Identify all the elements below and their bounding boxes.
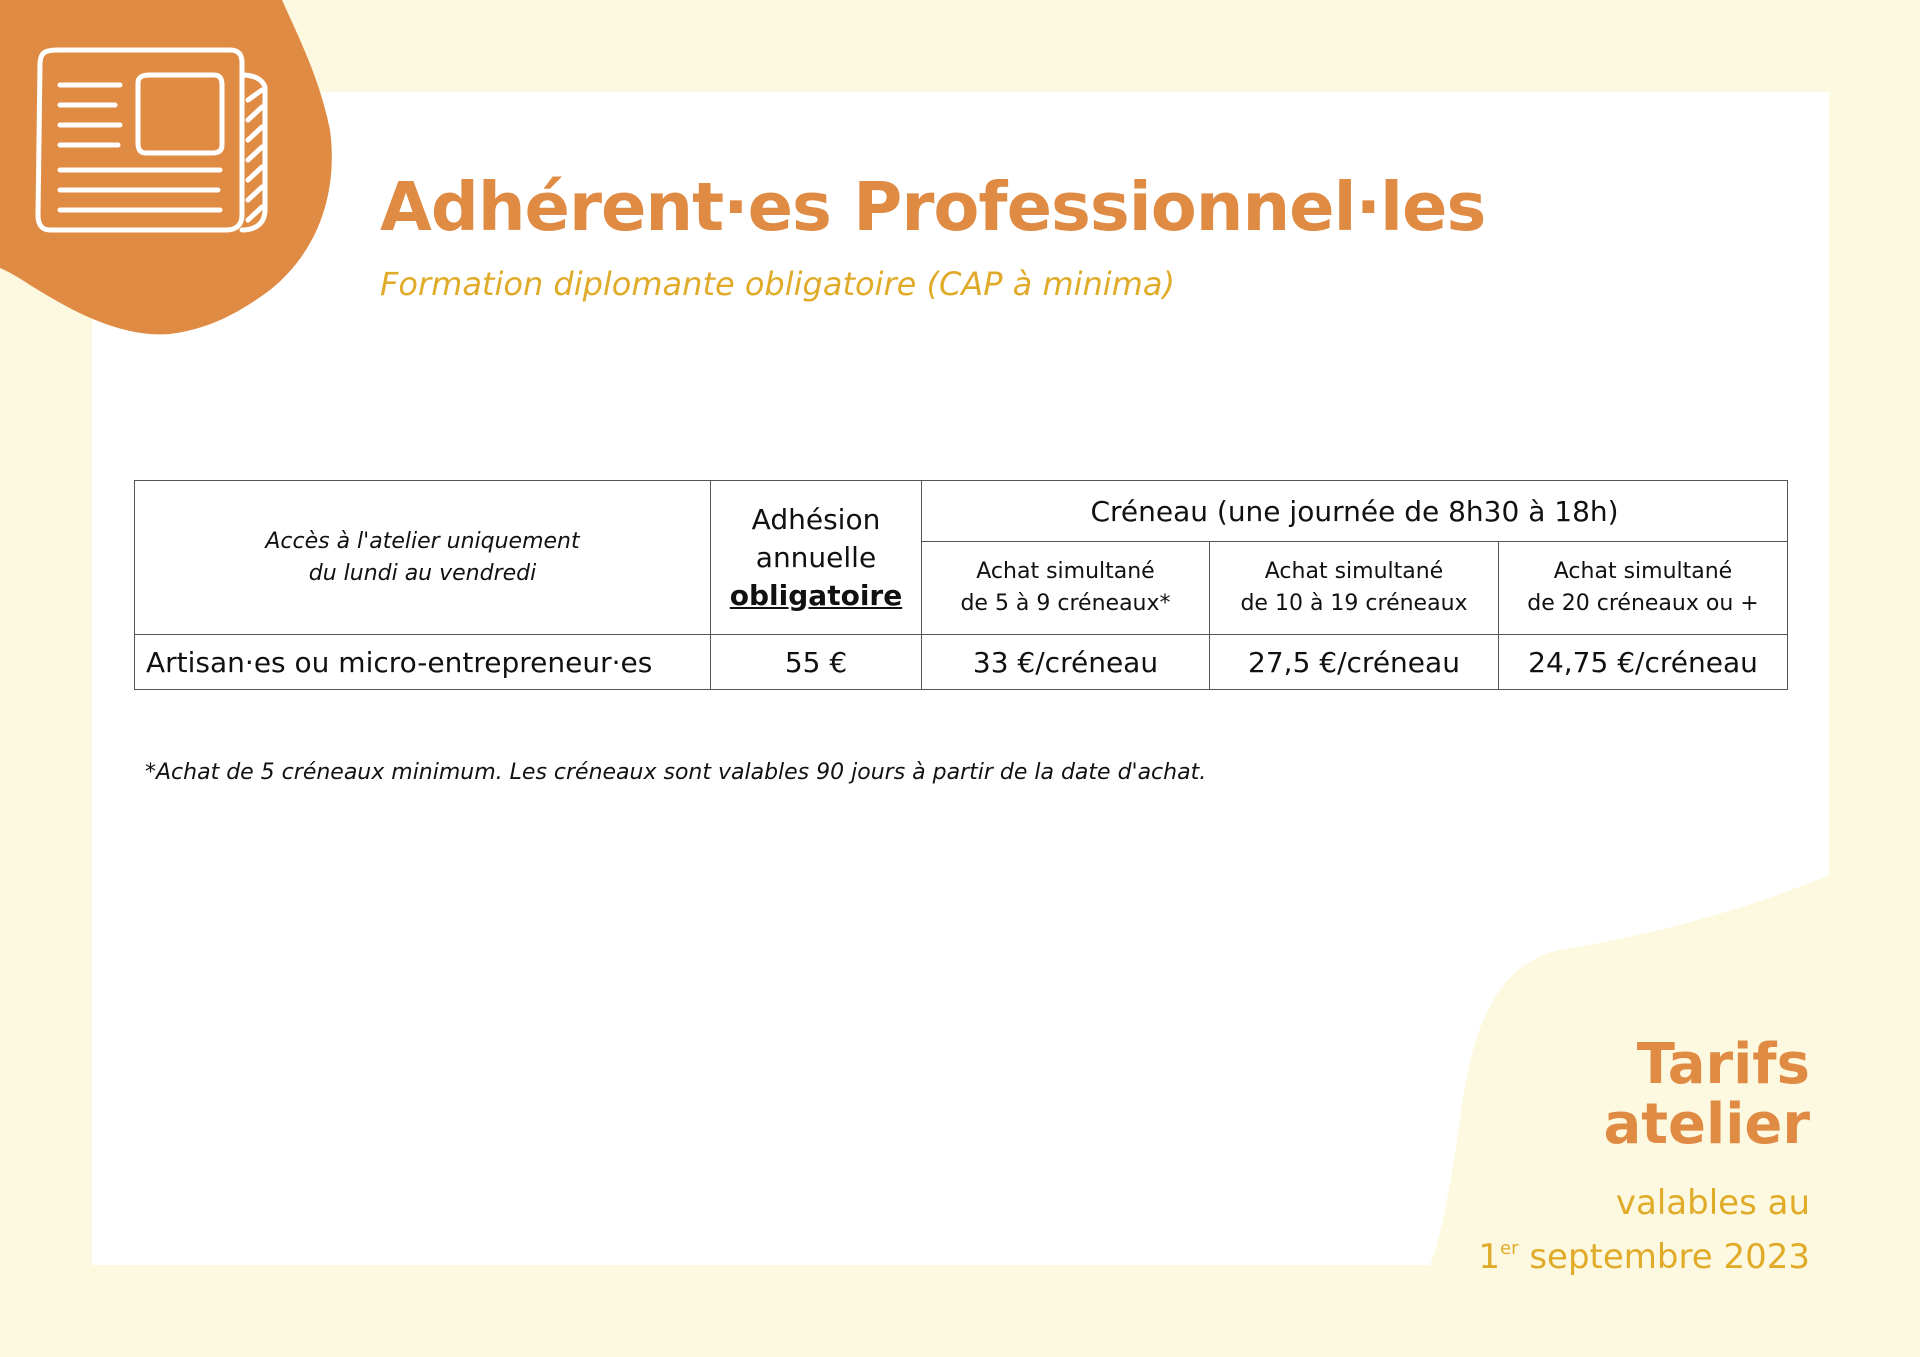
subheader-20-plus (1499, 542, 1788, 635)
validity-date: septembre 2023 (1518, 1237, 1810, 1277)
brand-line2: atelier (1603, 1092, 1810, 1157)
subheader-line2: de 10 à 19 créneaux (1240, 591, 1468, 616)
table-header-row (135, 481, 1788, 542)
access-header-line1: Accès à l'atelier uniquement (265, 528, 580, 554)
newspaper-icon (30, 45, 275, 240)
adhesion-header-line3: obligatoire (729, 578, 903, 612)
subheader-line1: Achat simultané (1264, 559, 1444, 584)
validity-day: 1 (1478, 1237, 1501, 1277)
table-row (135, 635, 1788, 690)
validity-block (1478, 1180, 1810, 1280)
brand-line1: Tarifs (1636, 1032, 1810, 1097)
adhesion-header-line2: annuelle (755, 540, 877, 574)
validity-line2 (1478, 1226, 1810, 1280)
creneau-header-cell: Créneau (une journée de 8h30 à 18h) (922, 481, 1788, 542)
subheader-line2: de 20 créneaux ou + (1527, 591, 1759, 616)
page-title: Adhérent·es Professionnel·les (380, 168, 1486, 246)
subheader-5-9 (922, 542, 1210, 635)
adhesion-header-cell (711, 481, 922, 635)
validity-line1: valables au (1615, 1183, 1810, 1223)
adhesion-header-line1: Adhésion (751, 502, 881, 536)
category-cell: Artisan·es ou micro-entrepreneur·es (135, 635, 711, 690)
page-subtitle: Formation diplomante obligatoire (CAP à minima) (380, 265, 1175, 303)
validity-sup: er (1500, 1238, 1519, 1259)
price-20-plus-cell: 24,75 €/créneau (1499, 635, 1788, 690)
pricing-table (134, 480, 1788, 690)
access-header-line2: du lundi au vendredi (308, 560, 537, 586)
price-10-19-cell: 27,5 €/créneau (1210, 635, 1499, 690)
price-5-9-cell: 33 €/créneau (922, 635, 1210, 690)
subheader-line2: de 5 à 9 créneaux* (960, 591, 1171, 616)
subheader-line1: Achat simultané (1553, 559, 1733, 584)
subheader-10-19 (1210, 542, 1499, 635)
subheader-line1: Achat simultané (976, 559, 1155, 584)
adhesion-price-cell: 55 € (711, 635, 922, 690)
access-header-cell (135, 481, 711, 635)
brand-block (1603, 1032, 1810, 1157)
footnote: *Achat de 5 créneaux minimum. Les créneaux sont valables 90 jours à partir de la date d'achat. (145, 760, 1207, 785)
